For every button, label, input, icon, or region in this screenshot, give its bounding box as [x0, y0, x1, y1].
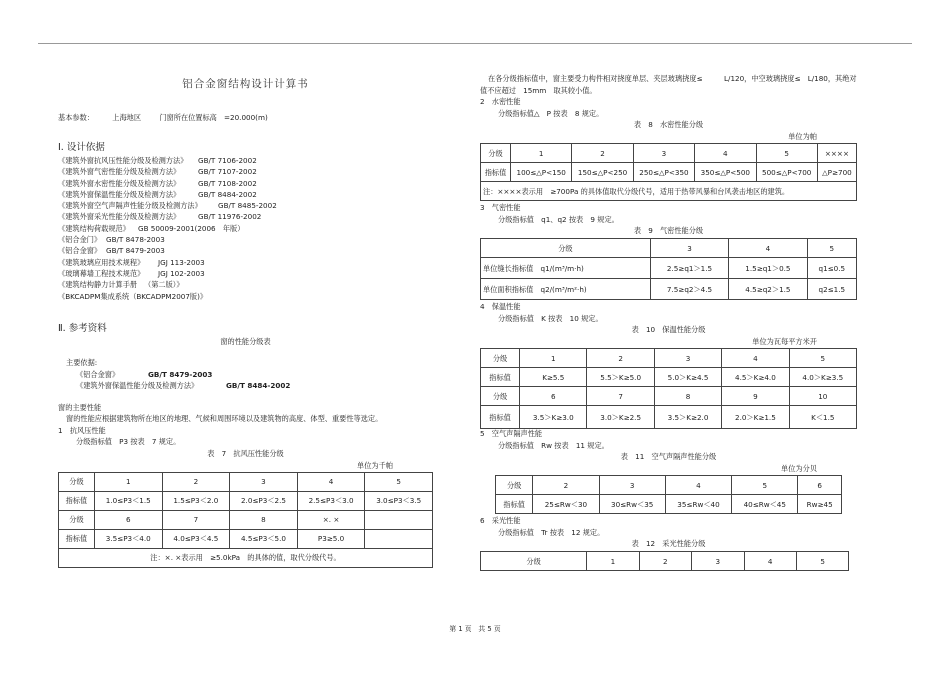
- item5-text: 分级指标值 Rw 按表 11 规定。: [498, 440, 609, 450]
- item2-text: 分级指标值△ P 按表 8 规定。: [498, 108, 604, 118]
- table12: [480, 551, 849, 571]
- basic-params: [58, 113, 433, 122]
- table-row: 分级 3 4 5: [481, 239, 857, 258]
- table12-caption: 表 12 采光性能分级: [631, 539, 706, 548]
- deflection-text-2: 值不应超过 15mm 取其较小值。: [480, 85, 597, 95]
- section2-subtitle: 窗的性能分级表: [220, 336, 271, 346]
- item3-title: 3 气密性能: [480, 203, 521, 212]
- table8-caption: 表 8 水密性能分级: [633, 120, 704, 129]
- doc-title: 铝合金窗结构设计计算书: [182, 78, 309, 90]
- ref-item: 《建筑外窗抗风压性能分级及检测方法》 GB/T 7106-2002: [58, 156, 257, 165]
- basic-label: 基本参数：: [58, 113, 94, 123]
- table8-unit: 单位为帕: [788, 132, 817, 141]
- left-column: [58, 60, 433, 568]
- table9-caption: 表 9 气密性能分级: [633, 226, 704, 235]
- basis-label: 主要依据:: [66, 358, 98, 368]
- item6-title: 6 采光性能: [480, 516, 521, 525]
- table7-note: 注：×. ×表示用 ≥5.0kPa 的具体的值，取代分级代号。: [59, 548, 433, 567]
- section1-heading: Ⅰ. 设计依据: [58, 142, 105, 154]
- table-row: 分级 1 2 3 4 5 ××××: [481, 144, 857, 163]
- ref-item: 《BKCADPM集成系统（BKCADPM2007版)》: [58, 291, 208, 301]
- ref-item: 《建筑玻璃应用技术规程》 JGJ 113-2003: [58, 257, 205, 267]
- page-footer: 第 1 页 共 5 页: [449, 625, 501, 633]
- table-row: 指标值 3.5≤P3＜4.0 4.0≤P3＜4.5 4.5≤P3＜5.0 P3≥5.0: [59, 529, 433, 548]
- basis-item: 《建筑外窗保温性能分级及检测方法》 GB/T 8484-2002: [76, 381, 291, 391]
- table-row: 单位缝长指标值 q1/(m³/m·h) 2.5≥q1＞1.5 1.5≥q1＞0.5 q1≤0.5: [481, 258, 857, 279]
- section2-heading: Ⅱ. 参考资料: [58, 322, 107, 334]
- table-row: 单位面积指标值 q2/(m³/m²·h) 7.5≥q2＞4.5 4.5≥q2＞1.5 q2≤1.5: [481, 279, 857, 300]
- table10: [480, 348, 857, 429]
- table-row: 分级 1 2 3 4 5: [481, 349, 857, 368]
- reference-list: [58, 156, 433, 303]
- top-rule: [38, 43, 912, 44]
- table-row: [481, 182, 857, 201]
- basic-region: 上海地区: [112, 113, 142, 123]
- table-row: 指标值 K≥5.5 5.5＞K≥5.0 5.0＞K≥4.5 4.5＞K≥4.0 4.0＞K≥3.5: [481, 368, 857, 387]
- basis-item: 《铝合金窗》 GB/T 8479-2003: [76, 369, 213, 379]
- item4-text: 分级指标值 K 按表 10 规定。: [498, 313, 603, 323]
- table11: [495, 475, 842, 514]
- table-row: 分级 2 3 4 5 6: [496, 476, 842, 495]
- item1-title: 1 抗风压性能: [58, 425, 106, 435]
- table9: [480, 238, 857, 300]
- main-perf-text: 窗的性能应根据建筑物所在地区的地理、气候和周围环境以及建筑物的高度、体型、重要性等选定。: [66, 414, 383, 424]
- table10-caption: 表 10 保温性能分级: [631, 325, 706, 334]
- ref-item: 《建筑外窗气密性能分级及检测方法》 GB/T 7107-2002: [58, 167, 257, 177]
- ref-item: 《铝合金门》 GB/T 8478-2003: [58, 235, 165, 245]
- ref-item: 《建筑外窗水密性能分级及检测方法》 GB/T 7108-2002: [58, 178, 257, 188]
- table-row: 指标值 25≤Rw＜30 30≤Rw＜35 35≤Rw＜40 40≤Rw＜45 Rw≥45: [496, 495, 842, 514]
- table10-unit: 单位为瓦每平方米开: [752, 337, 817, 346]
- table8: [480, 143, 857, 201]
- table11-caption: 表 11 空气声隔声性能分级: [620, 452, 717, 461]
- ref-item: 《建筑外窗空气声隔声性能分级及检测方法》 GB/T 8485-2002: [58, 201, 277, 211]
- table-row: 分级 6 7 8 9 10: [481, 387, 857, 406]
- table-row: 指标值 1.0≤P3＜1.5 1.5≤P3＜2.0 2.0≤P3＜2.5 2.5≤P3＜3.0 3.0≤P3＜3.5: [59, 491, 433, 510]
- item5-title: 5 空气声隔声性能: [480, 429, 543, 438]
- table-row: 分级 6 7 8 ×. ×: [59, 510, 433, 529]
- table-row: 分级 1 2 3 4 5: [59, 472, 433, 491]
- table7: [58, 472, 433, 568]
- table7-unit: 单位为千帕: [357, 460, 393, 470]
- basic-height: 门窗所在位置标高 =20.000(m): [159, 113, 268, 123]
- ref-item: 《建筑外窗保温性能分级及检测方法》 GB/T 8484-2002: [58, 189, 257, 199]
- item1-text: 分级指标值 P3 按表 7 规定。: [76, 437, 181, 447]
- ref-item: 《玻璃幕墙工程技术规范》 JGJ 102-2003: [58, 268, 205, 278]
- item2-title: 2 水密性能: [480, 97, 521, 106]
- ref-item: 《建筑结构静力计算手册 （第二版）》: [58, 280, 184, 290]
- table-row: 分级 1 2 3 4 5: [481, 552, 849, 571]
- ref-item: 《建筑结构荷载规范》 GB 50009-2001(2006 年版）: [58, 223, 245, 233]
- table7-caption: 表 7 抗风压性能分级: [207, 448, 284, 458]
- ref-item: 《铝合金窗》 GB/T 8479-2003: [58, 246, 165, 256]
- item6-text: 分级指标值 Tr 按表 12 规定。: [498, 527, 605, 537]
- ref-item: 《建筑外窗采光性能分级及检测方法》 GB/T 11976-2002: [58, 212, 262, 222]
- item4-title: 4 保温性能: [480, 302, 521, 311]
- main-perf-title: 窗的主要性能: [58, 402, 102, 412]
- table-row: 指标值 100≤△P<150 150≤△P<250 250≤△P<350 350≤△P<500 500≤△P<700 △P≥700: [481, 163, 857, 182]
- table11-unit: 单位为分贝: [781, 464, 817, 473]
- table8-note: 注：××××表示用 ≥700Pa 的具体值取代分级代号，适用于热带风暴和台风袭击地区的建筑。: [481, 182, 857, 201]
- right-column: [480, 74, 857, 571]
- item3-text: 分级指标值 q1、q2 按表 9 规定。: [498, 214, 619, 224]
- deflection-text-1: 在各分级指标值中，窗主要受力构件相对挠度单层、夹层玻璃挠度≤ L/120，中空玻璃挠度≤ L/180，其绝对: [488, 74, 857, 83]
- table-row: 指标值 3.5＞K≥3.0 3.0＞K≥2.5 3.5＞K≥2.0 2.0＞K≥1.5 K＜1.5: [481, 406, 857, 429]
- table-row: [59, 548, 433, 567]
